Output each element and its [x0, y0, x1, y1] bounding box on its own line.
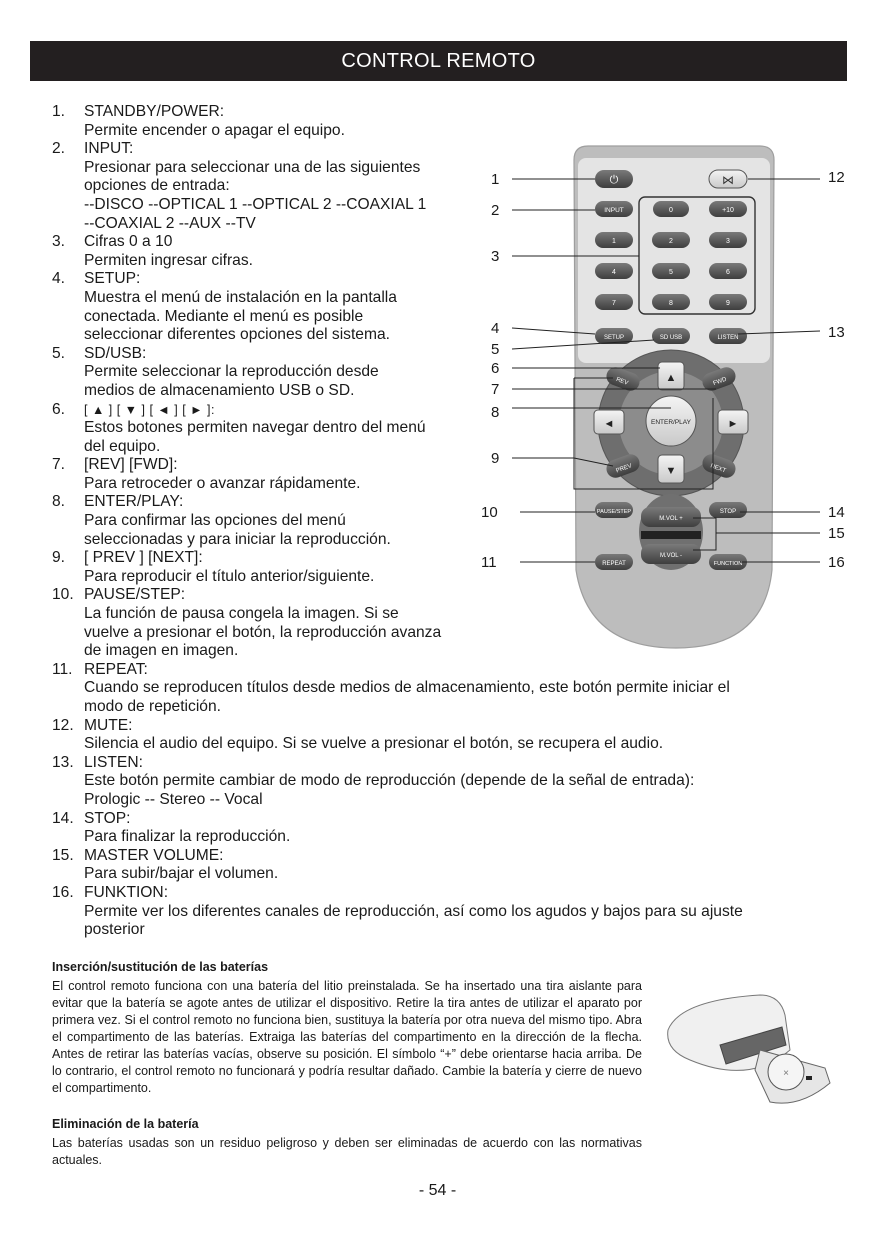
- list-item-heading: STANDBY/POWER:: [84, 103, 225, 120]
- digit-9-label: 9: [726, 300, 730, 307]
- list-item-text: seleccionadas y para iniciar la reproducción.: [84, 530, 391, 548]
- stop-label: STOP: [719, 509, 737, 515]
- callout-11: 11: [481, 554, 497, 571]
- callout-12: 12: [828, 169, 845, 186]
- list-item-text: Cuando se reproducen títulos desde medios de almacenamiento, este botón permite iniciar el: [84, 679, 730, 697]
- list-item-number: 15.: [52, 846, 74, 864]
- list-item-heading: FUNKTION:: [84, 883, 169, 901]
- list-item-text: Este botón permite cambiar de modo de reproducción (depende de la señal de entrada):: [84, 772, 695, 790]
- list-item-text: seleccionar diferentes opciones del sistema.: [84, 326, 390, 344]
- page-number: - 54 -: [418, 1182, 457, 1199]
- digit-0-label: 0: [669, 207, 673, 214]
- list-item-heading: [ ▲ ] [ ▼ ] [ ◄ ] [ ► ]:: [84, 402, 215, 417]
- vol-up-label: M.VOL +: [659, 516, 683, 522]
- prev-label: PREV: [615, 463, 633, 475]
- list-item-number: 8.: [52, 493, 66, 511]
- function-label: FUNCTION: [713, 561, 743, 567]
- down-arrow-icon: ▼: [665, 465, 677, 477]
- input-label: INPUT: [604, 207, 624, 214]
- list-item-heading: MUTE:: [84, 716, 133, 734]
- list-item-number: 4.: [52, 270, 66, 288]
- callout-1: 1: [491, 171, 500, 188]
- list-item-heading: SD/USB:: [84, 344, 147, 362]
- rev-label: REV: [615, 376, 629, 387]
- plus10-label: +10: [722, 207, 734, 214]
- svg-text:×: ×: [783, 1068, 789, 1079]
- list-item-text: vuelve a presionar el botón, la reproducción avanza: [84, 623, 442, 641]
- list-item-heading: LISTEN:: [84, 753, 143, 771]
- mute-icon: ⋈: [722, 173, 734, 187]
- callout-10: 10: [481, 504, 498, 521]
- list-item-heading: STOP:: [84, 809, 131, 827]
- list-item-number: 1.: [52, 103, 66, 120]
- list-item-text: Silencia el audio del equipo. Si se vuelve a presionar el botón, se recupera el audio.: [84, 735, 664, 753]
- list-item-heading: SETUP:: [84, 270, 141, 288]
- list-item: [52, 717, 812, 754]
- list-item: [52, 661, 812, 717]
- battery-disposal-title: Eliminación de la batería: [52, 1117, 199, 1131]
- list-item-number: 16.: [52, 883, 74, 901]
- list-item-heading: Cifras 0 a 10: [84, 233, 173, 251]
- callout-8: 8: [491, 404, 500, 421]
- callout-14: 14: [828, 504, 845, 521]
- list-item-text: Para retroceder o avanzar rápidamente.: [84, 474, 361, 492]
- callout-3: 3: [491, 248, 500, 265]
- list-item-text: Permite ver los diferentes canales de reproducción, así como los agudos y bajos para su ajuste: [84, 902, 743, 920]
- right-arrow-icon: ►: [727, 418, 739, 430]
- list-item: [52, 847, 812, 884]
- left-arrow-icon: ◄: [603, 418, 615, 430]
- list-item-text: modo de repetición.: [84, 698, 221, 715]
- repeat-label: REPEAT: [602, 561, 626, 567]
- list-item-text: medios de almacenamiento USB o SD.: [84, 381, 355, 399]
- digit-3-label: 3: [726, 238, 730, 245]
- list-item-number: 2.: [52, 140, 66, 158]
- fwd-label: FWD: [712, 376, 728, 387]
- list-item-number: 9.: [52, 549, 66, 567]
- list-item-number: 6.: [52, 400, 66, 418]
- list-item-text: Para subir/bajar el volumen.: [84, 865, 279, 883]
- up-arrow-icon: ▲: [665, 372, 677, 384]
- callout-15: 15: [828, 525, 845, 542]
- callout-4: 4: [491, 320, 500, 337]
- list-item-text: conectada. Mediante el menú es posible: [84, 307, 364, 325]
- page-title: CONTROL REMOTO: [30, 41, 847, 81]
- list-item-number: 11.: [52, 660, 73, 678]
- list-item-text: opciones de entrada:: [84, 177, 230, 195]
- list-item-heading: ENTER/PLAY:: [84, 493, 184, 511]
- remote-control-diagram: [478, 140, 858, 650]
- callout-5: 5: [491, 341, 500, 358]
- list-item: [52, 754, 812, 810]
- sdusb-label: SD USB: [659, 335, 683, 341]
- list-item-text: Para finalizar la reproducción.: [84, 828, 291, 846]
- list-item-heading: [REV] [FWD]:: [84, 456, 178, 474]
- list-item-text: Permite seleccionar la reproducción desde: [84, 363, 379, 381]
- list-item-number: 10.: [52, 586, 74, 604]
- power-icon: ⏻: [609, 174, 619, 186]
- list-item-heading: [ PREV ] [NEXT]:: [84, 549, 203, 567]
- list-item-text: Estos botones permiten navegar dentro del menú: [84, 419, 426, 437]
- list-item-text: Prologic -- Stereo -- Vocal: [84, 790, 263, 808]
- digit-7-label: 7: [612, 300, 616, 307]
- list-item-text: del equipo.: [84, 437, 161, 455]
- callout-7: 7: [491, 381, 500, 398]
- list-item-heading: PAUSE/STEP:: [84, 586, 186, 604]
- list-item-heading: REPEAT:: [84, 660, 148, 678]
- battery-insertion-text: El control remoto funciona con una batería del litio preinstalada. Se ha insertado una tira aislante para evitar que la batería se agote antes de utilizar el dispositivo. Retire la tira antes de utilizar el aparato por primera vez. Si el control remoto no funciona bien, sustituya la batería por otra nueva del mismo tipo. Abra el compartimento de las baterías. Extraiga las baterías del compartimento en la dirección de la flecha. Antes de retirar las baterías vacías, observe su posición. El símbolo “+” debe orientarse hacia arriba. De lo contrario, el control remoto no funcionará y podría resultar dañado. Cambie la batería y cierre de nuevo el compartimento.: [52, 979, 642, 1095]
- next-label: NEXT: [709, 463, 727, 475]
- battery-insertion-title: Inserción/sustitución de las baterías: [52, 960, 269, 974]
- callout-9: 9: [491, 450, 500, 467]
- digit-1-label: 1: [612, 238, 616, 245]
- list-item-number: 13.: [52, 753, 74, 771]
- list-item-text: --COAXIAL 2 --AUX --TV: [84, 214, 256, 232]
- list-item-number: 14.: [52, 809, 74, 827]
- digit-8-label: 8: [669, 300, 673, 307]
- battery-insertion-section: [52, 960, 642, 1097]
- list-item-number: 7.: [52, 456, 66, 474]
- callout-2: 2: [491, 202, 500, 219]
- list-item-heading: INPUT:: [84, 140, 134, 158]
- listen-label: LISTEN: [717, 335, 739, 341]
- list-item-text: Presionar para seleccionar una de las siguientes: [84, 158, 421, 176]
- callout-16: 16: [828, 554, 845, 571]
- setup-label: SETUP: [603, 335, 625, 341]
- list-item-text: Permite encender o apagar el equipo.: [84, 121, 345, 139]
- digit-4-label: 4: [612, 269, 616, 276]
- digit-6-label: 6: [726, 269, 730, 276]
- digit-2-label: 2: [669, 238, 673, 245]
- list-item-text: de imagen en imagen.: [84, 642, 239, 660]
- list-item-text: La función de pausa congela la imagen. Si se: [84, 605, 399, 623]
- battery-disposal-section: [52, 1117, 642, 1169]
- list-item-number: 3.: [52, 233, 66, 251]
- list-item-number: 12.: [52, 716, 74, 734]
- vol-down-label: M.VOL -: [659, 553, 683, 559]
- pause-step-label: PAUSE/STEP: [596, 509, 632, 515]
- battery-disposal-text: Las baterías usadas son un residuo peligroso y deben ser eliminadas de acuerdo con las normativas actuales.: [52, 1136, 642, 1167]
- list-item-text: --DISCO --OPTICAL 1 --OPTICAL 2 --COAXIAL 1: [84, 195, 427, 213]
- digit-5-label: 5: [669, 269, 673, 276]
- list-item-number: 5.: [52, 344, 66, 362]
- list-item-text: Para confirmar las opciones del menú: [84, 512, 346, 530]
- list-item-text: Para reproducir el título anterior/siguiente.: [84, 567, 375, 585]
- list-item: [52, 810, 812, 847]
- callout-13: 13: [828, 324, 845, 341]
- list-item-heading: MASTER VOLUME:: [84, 846, 224, 864]
- list-item-text: Muestra el menú de instalación en la pantalla: [84, 288, 397, 306]
- callout-6: 6: [491, 360, 500, 377]
- list-item-text: posterior: [84, 921, 145, 939]
- list-item: [52, 103, 812, 140]
- enter-play-label: ENTER/PLAY: [651, 419, 691, 426]
- list-item-text: Permiten ingresar cifras.: [84, 251, 253, 269]
- battery-compartment-illustration: [660, 990, 840, 1110]
- list-item: [52, 884, 812, 940]
